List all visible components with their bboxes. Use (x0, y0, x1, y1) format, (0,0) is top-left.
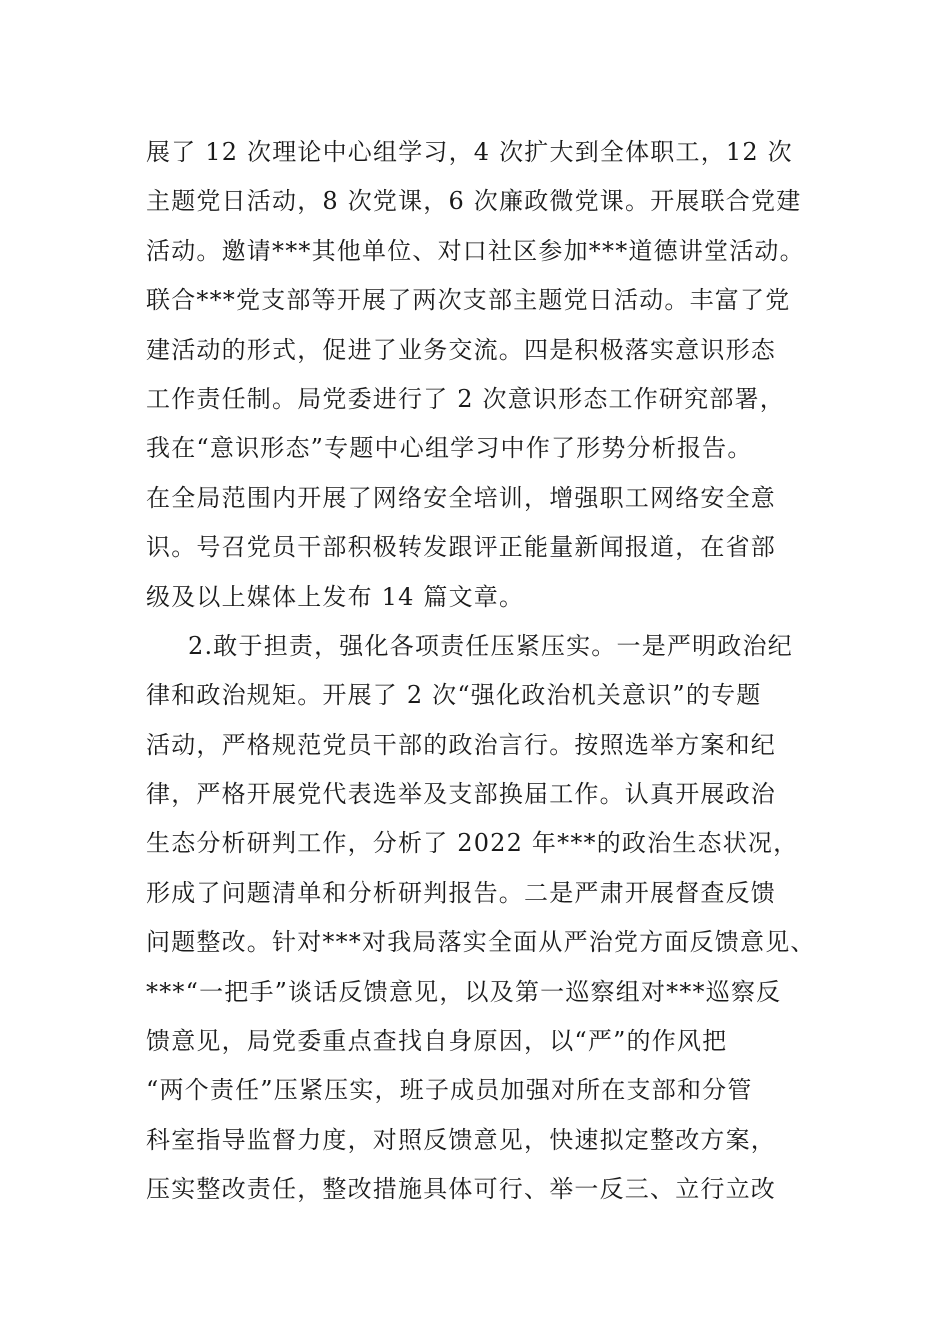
text-line: 在全局范围内开展了网络安全培训，增强职工网络安全意 (146, 483, 776, 512)
text-line: 识。号召党员干部积极转发跟评正能量新闻报道，在省部 (146, 533, 776, 562)
text-line: 活动。邀请***其他单位、对口社区参加***道德讲堂活动。 (146, 236, 805, 265)
text-line: 科室指导监督力度，对照反馈意见，快速拟定整改方案， (146, 1125, 776, 1154)
text-line: 律，严格开展党代表选举及支部换届工作。认真开展政治 (146, 780, 776, 809)
text-line: 展了 12 次理论中心组学习，4 次扩大到全体职工，12 次 (146, 138, 793, 166)
text-line: 形成了问题清单和分析研判报告。二是严肃开展督查反馈 (146, 878, 776, 907)
text-line: 馈意见，局党委重点查找自身原因，以“严”的作风把 (146, 1027, 728, 1056)
paragraph-start-line: 2.敢于担责，强化各项责任压紧压实。一是严明政治纪 (188, 631, 793, 660)
text-line: 律和政治规矩。开展了 2 次“强化政治机关意识”的专题 (146, 681, 762, 710)
text-line: 建活动的形式，促进了业务交流。四是积极落实意识形态 (146, 335, 776, 364)
text-line: 级及以上媒体上发布 14 篇文章。 (146, 582, 525, 611)
document-body (146, 128, 866, 1215)
text-line: “两个责任”压紧压实，班子成员加强对所在支部和分管 (146, 1076, 753, 1105)
text-line: 压实整改责任，整改措施具体可行、举一反三、立行立改 (146, 1175, 776, 1204)
text-line: 工作责任制。局党委进行了 2 次意识形态工作研究部署， (146, 384, 785, 413)
text-line: 我在“意识形态”专题中心组学习中作了形势分析报告。 (146, 434, 753, 463)
text-line: ***“一把手”谈话反馈意见，以及第一巡察组对***巡察反 (146, 977, 782, 1006)
text-line: 问题整改。针对***对我局落实全面从严治党方面反馈意见、 (146, 928, 816, 957)
text-line: 主题党日活动，8 次党课，6 次廉政微党课。开展联合党建 (146, 187, 802, 216)
text-line: 活动，严格规范党员干部的政治言行。按照选举方案和纪 (146, 730, 776, 759)
text-line: 联合***党支部等开展了两次支部主题党日活动。丰富了党 (146, 286, 791, 315)
text-line: 生态分析研判工作，分析了 2022 年***的政治生态状况， (146, 829, 799, 858)
